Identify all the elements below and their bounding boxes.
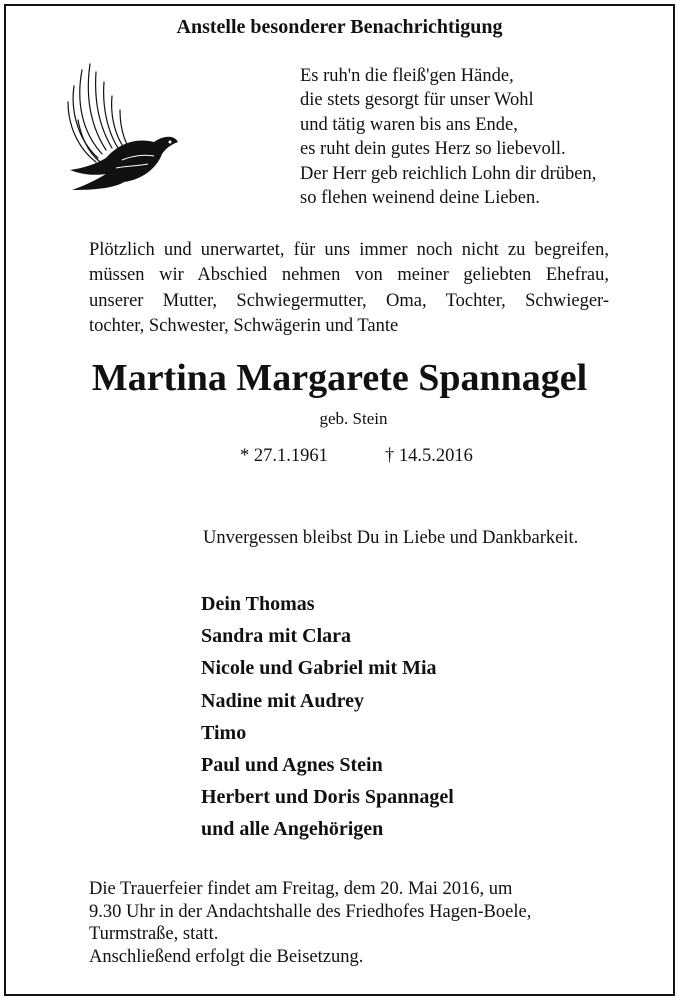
mourner: Sandra mit Clara (201, 625, 351, 648)
poem-line: es ruht dein gutes Herz so liebevoll. (300, 139, 566, 160)
mourner: Timo (201, 721, 247, 744)
poem (300, 64, 596, 210)
birth-date: * 27.1.1961 (240, 446, 328, 466)
mourner: Nicole und Gabriel mit Mia (201, 657, 437, 680)
mourner: und alle Angehörigen (201, 818, 384, 841)
mourner: Herbert und Doris Spannagel (201, 786, 454, 809)
mourner: Nadine mit Audrey (201, 689, 364, 712)
death-date: † 14.5.2016 (385, 446, 473, 466)
funeral-info-line: Turmstraße, statt. (89, 924, 219, 944)
funeral-info-line: Die Trauerfeier findet am Freitag, dem 20. Mai 2016, um (89, 879, 513, 899)
remembrance-line: Unvergessen bleibst Du in Liebe und Dankbarkeit. (203, 528, 579, 548)
intro-line: tochter, Schwester, Schwägerin und Tante (89, 316, 399, 337)
mourners-list (201, 588, 454, 846)
intro-line: unserer Mutter, Schwiegermutter, Oma, Tochter, Schwieger- (89, 290, 609, 311)
deceased-name: Martina Margarete Spannagel (91, 357, 588, 399)
intro-line: Plötzlich und unerwartet, für uns immer noch nicht zu begreifen, (89, 240, 609, 260)
intro-paragraph (89, 238, 609, 340)
poem-line: Es ruh'n die fleiß'gen Hände, (300, 66, 514, 86)
mourner: Dein Thomas (201, 593, 315, 615)
maiden-name: geb. Stein (319, 409, 388, 428)
funeral-info (89, 878, 531, 968)
dove-icon (66, 62, 186, 198)
poem-line: die stets gesorgt für unser Wohl (300, 90, 534, 111)
poem-line: und tätig waren bis ans Ende, (300, 114, 518, 135)
intro-line: müssen wir Abschied nehmen von meiner geliebten Ehefrau, (89, 265, 609, 286)
notice-header: Anstelle besonderer Benachrichtigung (176, 16, 503, 38)
poem-line: Der Herr geb reichlich Lohn dir drüben, (300, 163, 597, 184)
mourner: Paul und Agnes Stein (201, 754, 383, 777)
poem-line: so flehen weinend deine Lieben. (300, 188, 540, 209)
funeral-info-line: Anschließend erfolgt die Beisetzung. (89, 946, 364, 967)
funeral-info-line: 9.30 Uhr in der Andachtshalle des Friedhofes Hagen-Boele, (89, 901, 532, 922)
